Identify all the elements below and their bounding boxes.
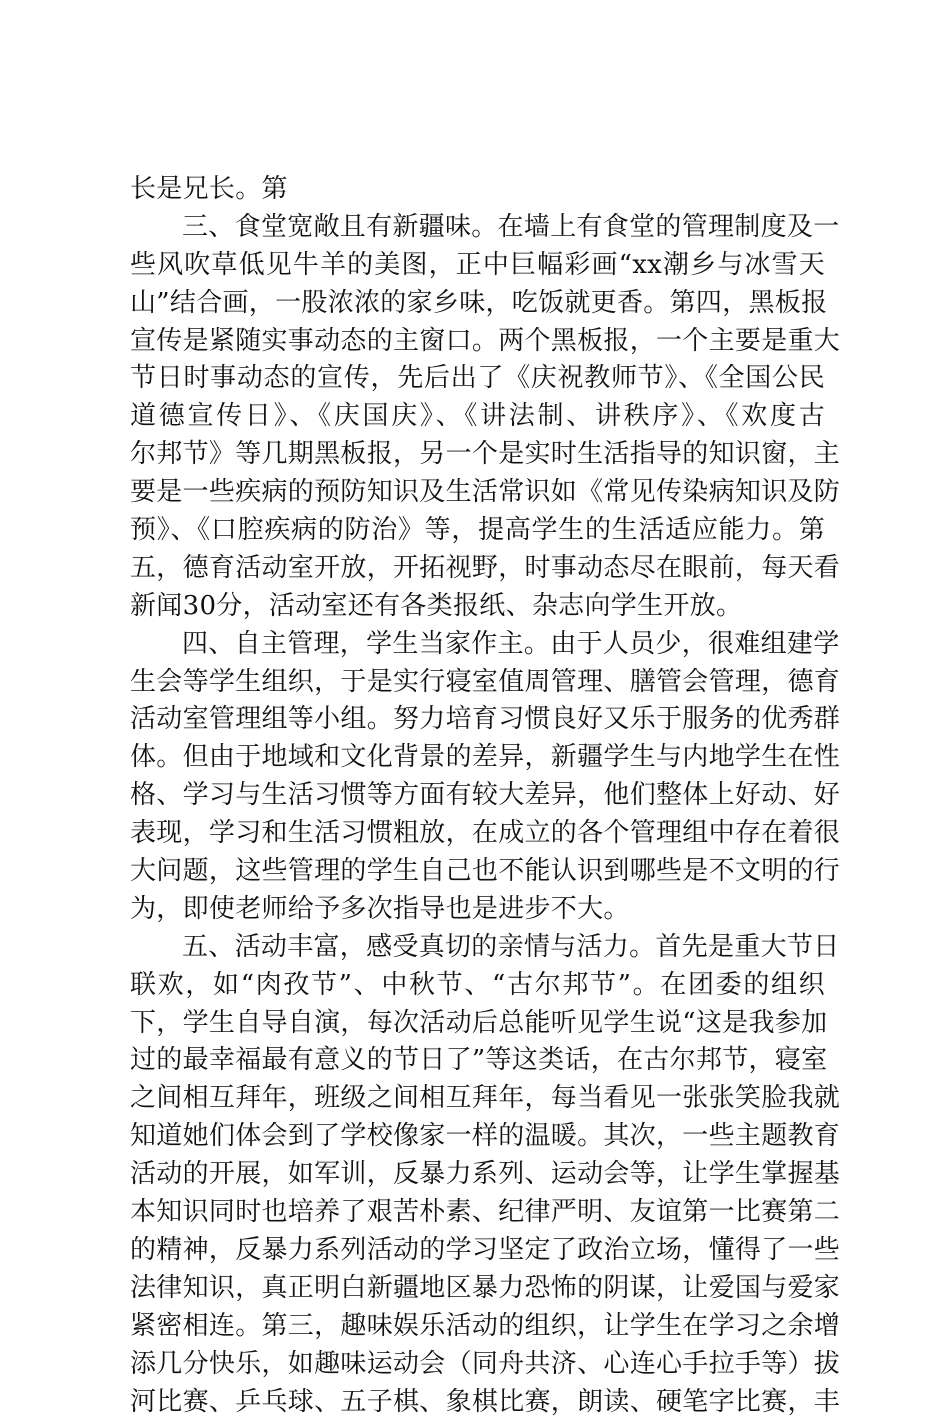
text-line: 过的最幸福最有意义的节日了”等这类话，在古尔邦节，寝室 (130, 1042, 825, 1080)
text-line: 山”结合画，一股浓浓的家乡味，吃饭就更香。第四，黑板报 (130, 285, 825, 323)
text-line: 法律知识，真正明白新疆地区暴力恐怖的阴谋，让爱国与爱家 (130, 1270, 825, 1308)
text-line: 紧密相连。第三，趣味娱乐活动的组织，让学生在学习之余增 (130, 1308, 825, 1346)
text-line: 节日时事动态的宣传，先后出了《庆祝教师节》、《全国公民 (130, 360, 825, 398)
text-line: 大问题，这些管理的学生自己也不能认识到哪些是不文明的行 (130, 853, 825, 891)
paragraph-heading-line: 五、活动丰富，感受真切的亲情与活力。首先是重大节日 (130, 929, 825, 967)
body-text (130, 171, 825, 1421)
text-line: 本知识同时也培养了艰苦朴素、纪律严明、友谊第一比赛第二 (130, 1194, 825, 1232)
text-line: 活动室管理组等小组。努力培育习惯良好又乐于服务的优秀群 (130, 701, 825, 739)
text-line: 表现，学习和生活习惯粗放，在成立的各个管理组中存在着很 (130, 815, 825, 853)
text-line: 河比赛、乒乓球、五子棋、象棋比赛，朗读、硬笔字比赛，丰 (130, 1384, 825, 1421)
text-line: 知道她们体会到了学校像家一样的温暖。其次，一些主题教育 (130, 1118, 825, 1156)
text-line: 之间相互拜年，班级之间相互拜年，每当看见一张张笑脸我就 (130, 1080, 825, 1118)
text-line: 生会等学生组织，于是实行寝室值周管理、膳管会管理，德育 (130, 664, 825, 702)
text-line: 新闻30分，活动室还有各类报纸、杂志向学生开放。 (130, 588, 825, 626)
text-line: 道德宣传日》、《庆国庆》、《讲法制、讲秩序》、《欢度古 (130, 398, 825, 436)
text-line: 的精神，反暴力系列活动的学习坚定了政治立场，懂得了一些 (130, 1232, 825, 1270)
text-line: 活动的开展，如军训，反暴力系列、运动会等，让学生掌握基 (130, 1156, 825, 1194)
text-line: 格、学习与生活习惯等方面有较大差异，他们整体上好动、好 (130, 777, 825, 815)
text-line: 联欢，如“肉孜节”、中秋节、“古尔邦节”。在团委的组织 (130, 967, 825, 1005)
text-line: 五，德育活动室开放，开拓视野，时事动态尽在眼前，每天看 (130, 550, 825, 588)
paragraph-heading-line: 三、食堂宽敞且有新疆味。在墙上有食堂的管理制度及一 (130, 209, 825, 247)
text-line: 要是一些疾病的预防知识及生活常识如《常见传染病知识及防 (130, 474, 825, 512)
text-line: 预》、《口腔疾病的防治》等，提高学生的生活适应能力。第 (130, 512, 825, 550)
text-line: 下，学生自导自演，每次活动后总能听见学生说“这是我参加 (130, 1005, 825, 1043)
paragraph-heading-line: 四、自主管理，学生当家作主。由于人员少，很难组建学 (130, 626, 825, 664)
text-line: 添几分快乐，如趣味运动会（同舟共济、心连心手拉手等）拔 (130, 1346, 825, 1384)
text-line: 为，即使老师给予多次指导也是进步不大。 (130, 891, 825, 929)
text-line: 些风吹草低见牛羊的美图，正中巨幅彩画“xx潮乡与冰雪天 (130, 247, 825, 285)
text-line: 尔邦节》等几期黑板报，另一个是实时生活指导的知识窗，主 (130, 436, 825, 474)
text-line: 体。但由于地域和文化背景的差异，新疆学生与内地学生在性 (130, 739, 825, 777)
text-line: 宣传是紧随实事动态的主窗口。两个黑板报，一个主要是重大 (130, 323, 825, 361)
text-line: 长是兄长。第 (130, 171, 825, 209)
